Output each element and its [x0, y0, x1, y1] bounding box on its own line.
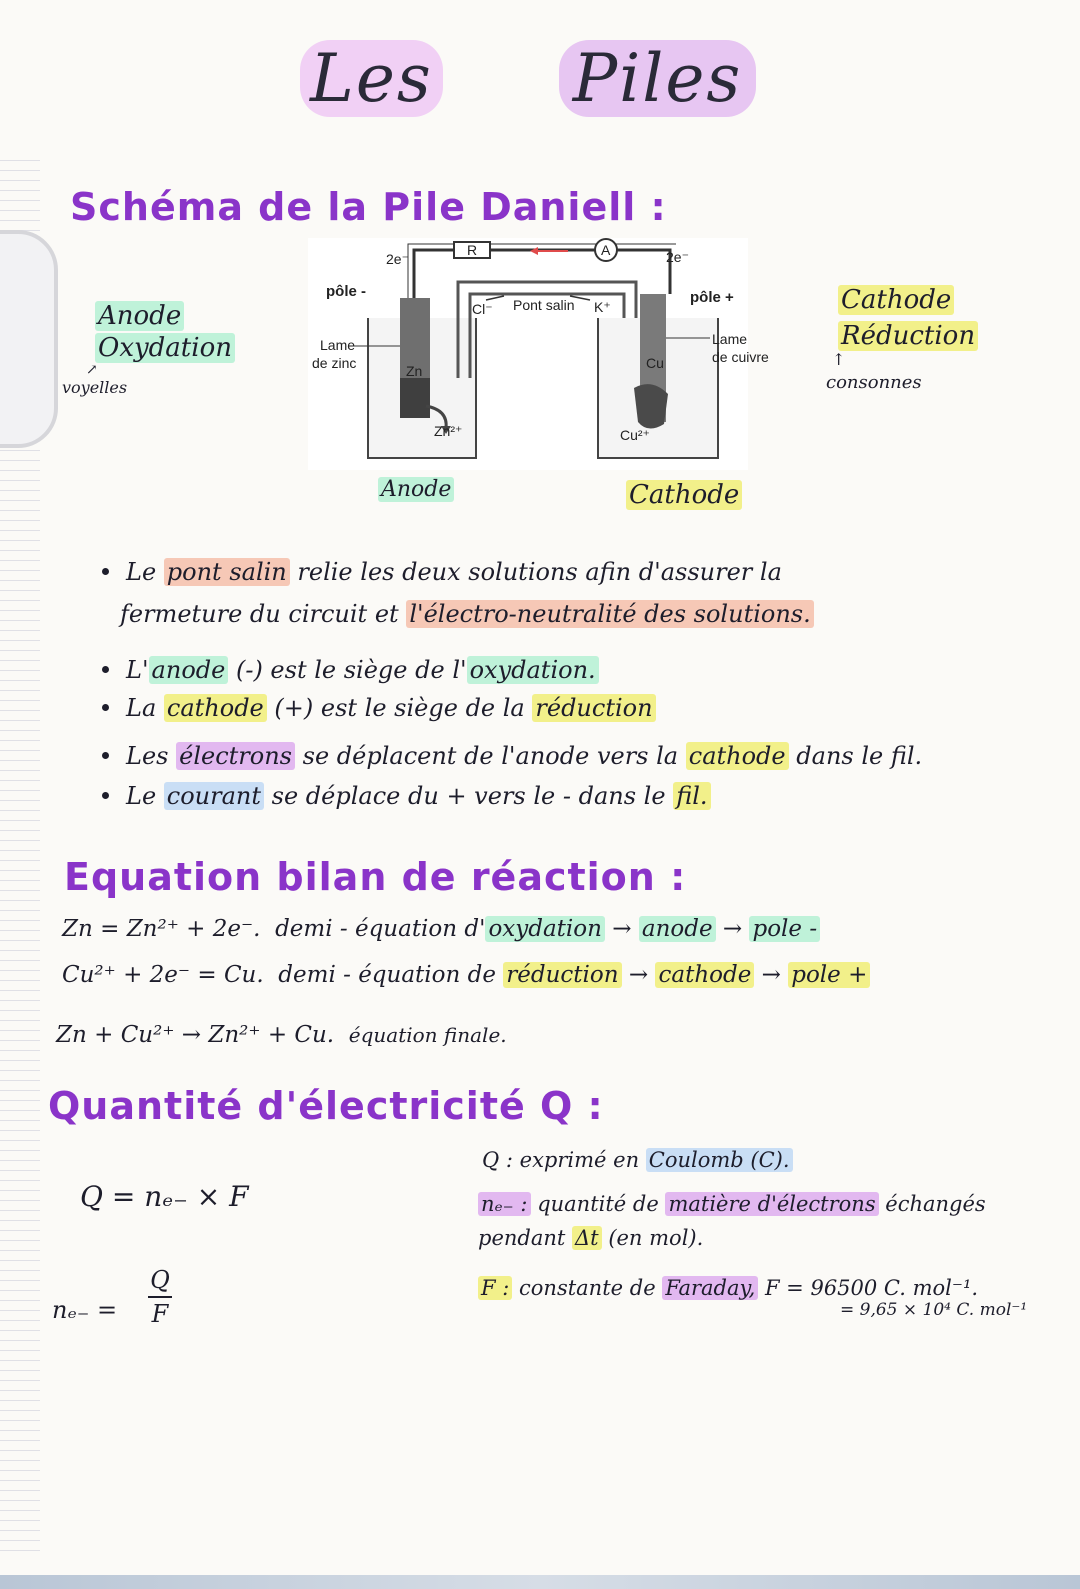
bullet-cathode: La cathode (+) est le siège de la réduction [100, 684, 1050, 732]
bullet-pont-salin: Le pont salin relie les deux solutions afin d'assurer la [100, 548, 1050, 596]
note-reduction: Réduction [838, 321, 978, 351]
page-bottom-edge [0, 1575, 1080, 1589]
note-oxydation: Oxydation [95, 333, 235, 363]
formula-q: Q = nₑ₋ × F [80, 1180, 249, 1213]
daniell-cell-svg [308, 238, 769, 470]
def-q: Q : exprimé en Coulomb (C). [478, 1138, 1058, 1182]
bullet-pont-salin-line2: fermeture du circuit et l'électro-neutralité des solutions. [100, 590, 1050, 638]
lame-cuivre-label-2: de cuivre [712, 349, 769, 365]
pont-salin-label: Pont salin [513, 297, 575, 313]
fraction-bar [148, 1296, 172, 1298]
bullet-anode: L' anode (-) est le siège de l' oxydation. [100, 646, 1050, 694]
ammeter-label: A [601, 242, 611, 258]
def-f: F : constante de Faraday, F = 96500 C. mol⁻¹. [478, 1266, 1058, 1310]
pole-minus-label: pôle - [326, 283, 366, 300]
resistor-label: R [467, 242, 478, 258]
title-word-piles: Piles [559, 40, 757, 117]
bullet-list [100, 548, 1050, 820]
def-f-value2: = 9,65 × 10⁴ C. mol⁻¹ [840, 1300, 1028, 1320]
label-anode-under: Anode [378, 477, 454, 502]
equation-reduction: Cu²⁺ + 2e⁻ = Cu. demi - équation de réduction → cathode → pole + [62, 952, 870, 998]
note-arrow-right: ↑ [832, 350, 846, 369]
cu-label: Cu [646, 355, 664, 371]
right-notes [838, 282, 978, 354]
note-voyelles: voyelles [62, 378, 128, 397]
note-consonnes: consonnes [826, 372, 922, 393]
equation-oxydation: Zn = Zn²⁺ + 2e⁻. demi - équation d' oxydation → anode → pole - [62, 906, 820, 952]
lame-zinc-label-2: de zinc [312, 355, 357, 371]
equation-finale: Zn + Cu²⁺ → Zn²⁺ + Cu. équation finale. [56, 1022, 507, 1048]
def-n: nₑ₋ : quantité de matière d'électrons échangés [478, 1182, 1058, 1226]
def-n-line2: pendant Δt (en mol). [478, 1226, 704, 1250]
potassium-label: K⁺ [594, 299, 611, 315]
formula-n-label: nₑ₋ = [52, 1296, 118, 1324]
note-arrow-left: ↗ [86, 362, 98, 378]
heading-schema-daniell: Schéma de la Pile Daniell : [70, 185, 667, 229]
formula-n-fraction [148, 1266, 172, 1328]
binder-ring [0, 230, 58, 448]
daniell-cell-diagram [308, 238, 769, 470]
zn-ion-label: Zn²⁺ [434, 423, 463, 439]
electron-right-label: 2e⁻ [666, 249, 689, 265]
note-anode: Anode [95, 301, 184, 331]
bullet-courant: Le courant se déplace du + vers le - dans le fil. [100, 772, 1050, 820]
pole-plus-label: pôle + [690, 289, 734, 306]
chloride-arrow [486, 296, 504, 300]
left-notes [95, 300, 235, 364]
fraction-numerator: Q [150, 1266, 170, 1294]
chloride-label: Cl⁻ [472, 301, 493, 317]
lame-cuivre-label-1: Lame [712, 331, 748, 347]
copper-deposit [634, 384, 668, 428]
cu-ion-label: Cu²⁺ [620, 427, 650, 443]
page-title [300, 40, 756, 117]
zinc-plate-dark [400, 378, 430, 418]
definitions [478, 1138, 1058, 1310]
heading-equation-bilan: Equation bilan de réaction : [64, 855, 687, 899]
lame-zinc-label-1: Lame [320, 337, 356, 353]
heading-quantite-electricite: Quantité d'électricité Q : [48, 1084, 604, 1128]
electron-left-label: 2e⁻ [386, 251, 409, 267]
zn-label: Zn [406, 363, 423, 379]
fraction-denominator: F [151, 1300, 169, 1328]
current-arrow-head [530, 247, 538, 255]
bullet-electrons: Les électrons se déplacent de l'anode vers la cathode dans le fil. [100, 732, 1050, 780]
label-cathode-under: Cathode [626, 480, 742, 510]
title-word-les: Les [300, 40, 443, 117]
note-cathode: Cathode [838, 285, 954, 315]
